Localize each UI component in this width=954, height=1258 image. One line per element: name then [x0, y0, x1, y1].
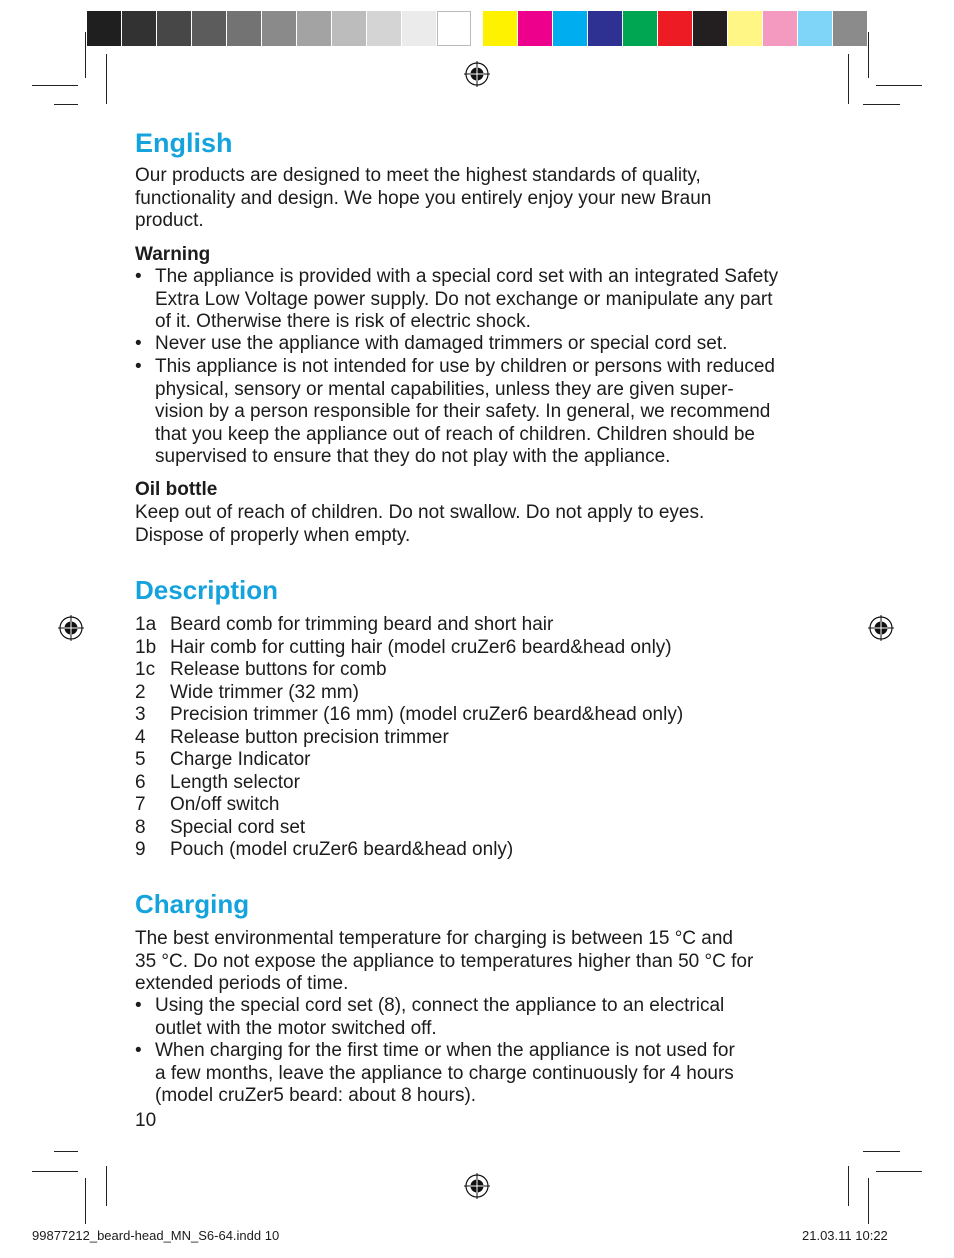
charging-intro: The best environmental temperature for charging is between 15 °C and 35 °C. Do not expose the appliance to temperatures higher than 50 °C for extended periods of time. [135, 928, 754, 994]
gray-swatch [87, 11, 121, 46]
description-item-number: 5 [135, 749, 146, 770]
warning-text: The appliance is provided with a special cord set with an integrated Safety Extra Low Voltage power supply. Do not exchange or manipulate any part of it. Otherwise there is risk of electric shock. [155, 266, 779, 332]
gray-swatch [367, 11, 401, 46]
crop-mark [848, 1166, 849, 1206]
description-item-number: 9 [135, 839, 146, 860]
bullet-icon: • [135, 995, 142, 1016]
description-item-text: Charge Indicator [170, 749, 311, 770]
charging-text: Using the special cord set (8), connect the appliance to an electrical outlet with the motor switched off. [155, 995, 725, 1039]
color-swatch [658, 11, 692, 46]
color-swatch [553, 11, 587, 46]
registration-mark-icon [868, 615, 894, 641]
description-item-text: On/off switch [170, 794, 280, 815]
color-swatch [623, 11, 657, 46]
section-heading-charging: Charging [135, 889, 250, 919]
crop-mark [85, 32, 86, 78]
crop-mark [106, 1166, 107, 1206]
color-swatch [483, 11, 517, 46]
crop-mark [863, 104, 900, 105]
footer-timestamp: 21.03.11 10:22 [802, 1228, 888, 1243]
color-swatch [798, 11, 832, 46]
oil-bottle-heading: Oil bottle [135, 479, 218, 500]
color-swatch [518, 11, 552, 46]
description-item-text: Release buttons for comb [170, 659, 387, 680]
crop-mark [106, 54, 107, 104]
oil-bottle-text: Keep out of reach of children. Do not swallow. Do not apply to eyes. Dispose of properly when empty. [135, 502, 705, 546]
section-heading-description: Description [135, 575, 279, 605]
description-item-number: 1b [135, 636, 157, 658]
registration-mark-icon [464, 1173, 490, 1199]
gray-swatch [402, 11, 436, 46]
description-item-number: 1a [135, 614, 157, 635]
gray-swatch [332, 11, 366, 46]
bullet-icon: • [135, 1040, 142, 1061]
description-item-number: 2 [135, 681, 146, 703]
crop-mark [32, 85, 78, 86]
footer-filename: 99877212_beard-head_MN_S6-64.indd 10 [32, 1228, 280, 1243]
color-swatch [588, 11, 622, 46]
warning-heading: Warning [135, 244, 211, 265]
description-item-text: Special cord set [170, 816, 306, 838]
color-swatch [833, 11, 867, 46]
crop-mark [863, 1151, 900, 1152]
description-item-number: 8 [135, 816, 146, 838]
bullet-icon: • [135, 356, 142, 377]
gray-swatch [157, 11, 191, 46]
charging-text: When charging for the first time or when the appliance is not used for a few months, leave the appliance to charge continuously for 4 hours (model cruZer5 beard: about 8 hours). [155, 1040, 735, 1106]
description-item-text: Hair comb for cutting hair (model cruZer6 beard&head only) [170, 636, 672, 658]
description-item-number: 3 [135, 704, 146, 725]
description-item-text: Beard comb for trimming beard and short hair [170, 614, 554, 635]
gray-swatch [227, 11, 261, 46]
gray-swatch [122, 11, 156, 46]
description-item-number: 7 [135, 794, 146, 815]
page-number: 10 [135, 1110, 157, 1131]
section-heading-english: English [135, 128, 233, 158]
crop-mark [876, 85, 922, 86]
gray-swatch [262, 11, 296, 46]
description-item-text: Length selector [170, 771, 300, 793]
registration-mark-icon [58, 615, 84, 641]
description-item-number: 6 [135, 771, 146, 793]
crop-mark [848, 54, 849, 104]
gray-swatch [437, 11, 471, 46]
description-item-text: Pouch (model cruZer6 beard&head only) [170, 839, 514, 860]
gray-swatch [297, 11, 331, 46]
description-item-text: Precision trimmer (16 mm) (model cruZer6 beard&head only) [170, 704, 684, 725]
description-item-number: 4 [135, 726, 146, 748]
warning-text: This appliance is not intended for use by children or persons with reduced physical, sensory or mental capabilities, unless they are given super- vision by a person responsible for their safety. In general, we recommend that you keep the appliance out of reach of children. Children should be supervised to ensure that they do not play with the appliance. [155, 356, 775, 467]
crop-mark [54, 1151, 78, 1152]
crop-mark [85, 1178, 86, 1224]
crop-mark [32, 1171, 78, 1172]
registration-mark-icon [464, 61, 490, 87]
color-swatch [728, 11, 762, 46]
color-swatch [693, 11, 727, 46]
description-item-text: Release button precision trimmer [170, 726, 449, 748]
crop-mark [876, 1171, 922, 1172]
crop-mark [868, 1178, 869, 1224]
intro-paragraph: Our products are designed to meet the highest standards of quality, functionality and design. We hope you entirely enjoy your new Braun product. [135, 165, 712, 231]
bullet-icon: • [135, 266, 142, 287]
description-item-text: Wide trimmer (32 mm) [170, 681, 359, 703]
crop-mark [54, 104, 78, 105]
gray-swatch [192, 11, 226, 46]
color-swatch [763, 11, 797, 46]
crop-mark [868, 32, 869, 78]
warning-text: Never use the appliance with damaged trimmers or special cord set. [155, 333, 728, 354]
description-item-number: 1c [135, 659, 156, 680]
bullet-icon: • [135, 333, 142, 354]
